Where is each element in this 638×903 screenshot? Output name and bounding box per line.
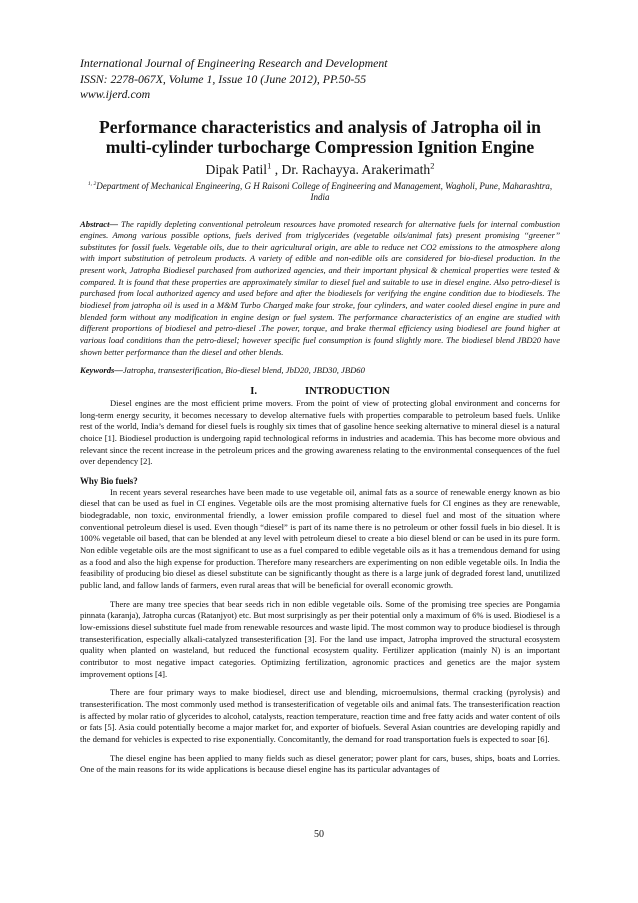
- abstract-label: Abstract—: [80, 218, 118, 229]
- keywords-text: Jatropha, transesterification, Bio-diesel blend, JbD20, JBD30, JBD60: [122, 365, 365, 376]
- affiliation: [80, 181, 560, 204]
- author-2: Dr. Rachayya. Arakerimath: [281, 161, 431, 177]
- intro-paragraph-1: Diesel engines are the most efficient prime movers. From the point of view of protecting global environment and concerns for long-term energy security, it becomes necessary to develop alternative fuels with properties comparable to petroleum based fuels. Unlike rest of the world, India’s demand for diesel fuels is roughly six times that of gasoline hence seeking alternative to mineral diesel is a natural choice [1]. Biodiesel production is undergoing rapid technological reforms in industries and academia. This has become more obvious and relevant since the recent increase in the petroleum prices and the growing awareness relating to the environmental consequences of the fuel over dependency [2].: [80, 397, 560, 467]
- keywords-label: Keywords—: [80, 365, 123, 376]
- section-number: I.: [250, 385, 257, 397]
- abstract: [80, 219, 560, 359]
- affiliation-text: Department of Mechanical Engineering, G H Raisoni College of Engineering and Management, Wagholi, Pune, Maharashtra, India: [96, 180, 553, 202]
- journal-url: www.ijerd.com: [80, 87, 151, 101]
- abstract-text: The rapidly depleting conventional petroleum resources have promoted research for alternative fuels for internal combustion engines. Among various possible options, fuels derived from triglycerides (vegetable oils/animal fats) present promising ‘‘greener’’ substitutes for fossil fuels. Vegetable oils, due to their agricultural origin, are able to reduce net CO2 emissions to the atmosphere along with import substitution of petroleum products. A variety of edible and non-edible oils are considered for bio-diesel production. In the present work, Jatropha Biodiesel purchased from authorized agencies, and their important physical & chemical properties were tested & compared. It is found that these properties are approximately similar to diesel fuel and suitable to use in diesel engine. Also petro-diesel is purchased from local authorized agency and used before and after the biodiesels for verifying the engine condition due to biodiesels. The biodiesel from jatropha oil is used in a M&M Turbo Charged make four stroke, four cylinders, and water cooled diesel engine in pure and blended form without any modification in engine design or fuel system. The performance characteristics of an engine are studied with different proportions of biodiesel and petro-diesel .The power, torque, and brake thermal efficiency using biodiesel are found higher at various load conditions than the petro-diesel; however specific fuel consumption is found slightly more. The biodiesel blend JBD20 have shown better performance than the diesel and other blends.: [80, 218, 560, 357]
- journal-name: International Journal of Engineering Research and Development: [80, 56, 388, 70]
- paper-title: Performance characteristics and analysis of Jatropha oil in multi-cylinder turbocharge Compression Ignition Engine: [99, 116, 541, 157]
- author-line: [80, 159, 560, 178]
- section-title: INTRODUCTION: [305, 385, 390, 397]
- subheading-why-biofuels: Why Bio fuels?: [80, 475, 138, 486]
- paper-page: [80, 56, 560, 776]
- author-2-sup: 2: [430, 159, 435, 170]
- intro-paragraph-3: There are many tree species that bear seeds rich in non edible vegetable oils. Some of the promising tree species are Pongamia pinnata (karanja), Jatropha curcas (Ratanjyot) etc. But most surprisingly as per their potential only a maximum of 6% is used. Biodiesel is a low-emissions diesel substitute fuel made from renewable resources and waste lipid. The most common way to produce biodiesel is through transesterification, especially alkali-catalyzed transesterification [3]. For the land use impact, Jatropha improved the structural ecosystem quality when planted on wasteland, but reduced the functional ecosystem quality. Fertilizer application (mainly N) is an important contributor to most negative impact categories. Optimizing fertilization, agronomic practices and genetics are the major system improvement options [4].: [80, 598, 560, 679]
- page-number: 50: [314, 829, 324, 840]
- keywords: [80, 365, 560, 377]
- section-heading: [80, 385, 560, 398]
- journal-header: [80, 56, 560, 103]
- author-1-sup: 1: [267, 159, 272, 170]
- author-1: Dipak Patil: [205, 161, 268, 177]
- intro-paragraph-2: In recent years several researches have been made to use vegetable oil, animal fats as a source of renewable energy known as bio diesel that can be used as fuel in CI engines. Vegetable oils are the most promising alternative fuels for CI engines as they are renewable, biodegradable, non toxic, environmental friendly, a lower emission profile compared to diesel fuel and most of the situation where conventional petroleum diesel is used. Even though “diesel” is part of its name there is no petroleum or other fossil fuels in bio diesel. It is 100% vegetable oil based, that can be blended at any level with petroleum diesel to create a bio diesel blend or can be used in its pure form. Non edible vegetable oils are the most significant to use as a fuel compared to edible vegetable oils as it has a tremendous demand for using as a food and also the high expense for production. Therefore many researchers are experimenting on non edible vegetable oils. In India the feasibility of producing bio diesel as diesel substitute can be significantly thought as there is a large junk of degraded forest land, unutilized public land, and fallow lands of farmers, even rural areas that will be beneficial for overall economic growth.: [80, 486, 560, 591]
- intro-paragraph-5: The diesel engine has been applied to many fields such as diesel generator; power plant for cars, buses, ships, boats and Lorries. One of the main reasons for its wide applications is because diesel engine has its particular advantages of: [80, 752, 560, 775]
- journal-issn: ISSN: 2278-067X, Volume 1, Issue 10 (June 2012), PP.50-55: [80, 71, 367, 86]
- author-separator: ,: [271, 161, 282, 177]
- affiliation-sup: 1, 2: [87, 180, 97, 187]
- intro-paragraph-4: There are four primary ways to make biodiesel, direct use and blending, microemulsions, thermal cracking (pyrolysis) and transesterification. The most commonly used method is transesterification of vegetable oils and animal fats. The transesterification reaction is affected by molar ratio of glycerides to alcohol, catalysts, reaction temperature, reaction time and free fatty acids and water content of oils or fats [5]. Asia could potentially become a major market for, and exporter of biofuels. Several Asian countries are developing rapidly and the demand for vehicles is expected to rise exponentially. Concomitantly, the demand for road transportation fuels is expected to soar [6].: [80, 687, 560, 744]
